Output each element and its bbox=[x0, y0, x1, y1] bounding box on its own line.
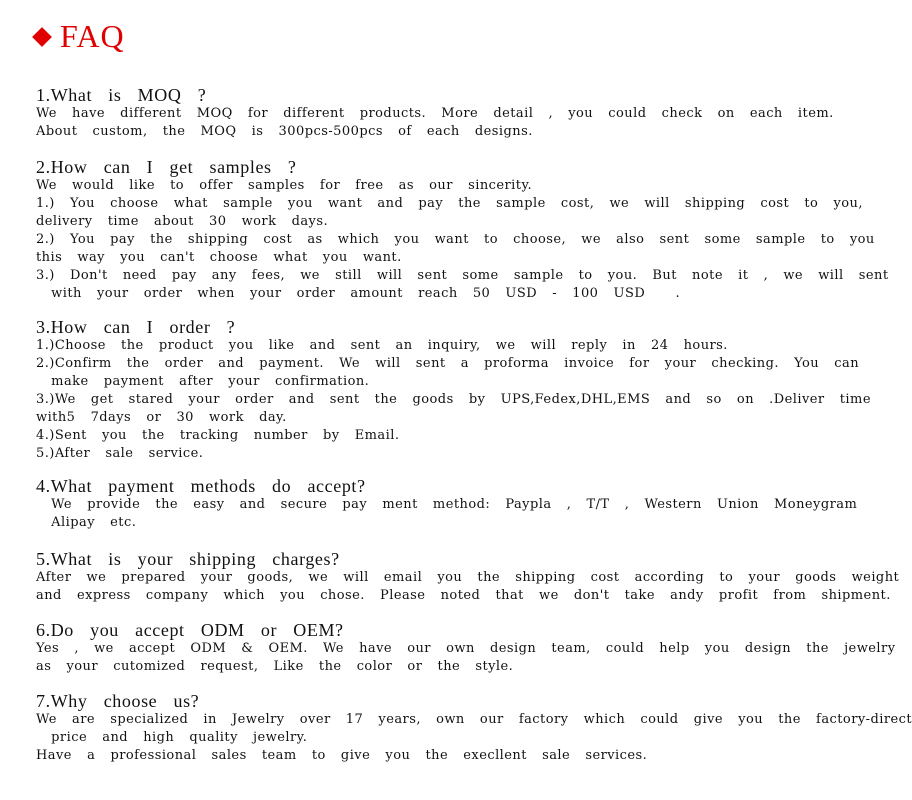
faq-answer-line: 2.) You pay the shipping cost as which you want to choose, we also sent some sample to you bbox=[36, 232, 875, 247]
faq-answer-line: We would like to offer samples for free as our sincerity. bbox=[36, 178, 533, 193]
page-header bbox=[32, 18, 125, 55]
faq-answer-line: Yes , we accept ODM & OEM. We have our own design team, could help you design the jewelry bbox=[36, 641, 896, 656]
faq-answer-line: About custom, the MOQ is 300pcs-500pcs of each designs. bbox=[36, 124, 533, 139]
faq-item-samples bbox=[36, 157, 889, 303]
faq-answer-line: 3.)We get stared your order and sent the goods by UPS,Fedex,DHL,EMS and so on .Deliver time bbox=[36, 392, 871, 407]
faq-item-moq bbox=[36, 85, 834, 141]
faq-question: 2.How can I get samples ? bbox=[36, 157, 297, 177]
faq-answer-line: with5 7days or 30 work day. bbox=[36, 410, 287, 425]
faq-answer-line: We have different MOQ for different products. More detail , you could check on each item. bbox=[36, 106, 834, 121]
faq-question: 4.What payment methods do accept? bbox=[36, 476, 366, 496]
faq-answer-line: and express company which you chose. Please noted that we don't take andy profit from shipment. bbox=[36, 588, 891, 603]
faq-answer-line: 2.)Confirm the order and payment. We will sent a proforma invoice for your checking. You can bbox=[36, 356, 860, 371]
faq-answer-line: as your cutomized request, Like the color or the style. bbox=[36, 659, 514, 674]
faq-question: 7.Why choose us? bbox=[36, 691, 200, 711]
faq-item-odm-oem bbox=[36, 620, 896, 676]
faq-question: 5.What is your shipping charges? bbox=[36, 549, 340, 569]
faq-answer-line: 5.)After sale service. bbox=[36, 446, 204, 461]
faq-item-why-us bbox=[36, 691, 912, 765]
faq-answer-line: We are specialized in Jewelry over 17 years, own our factory which could give you the factory-direct bbox=[36, 712, 912, 727]
faq-answer-line: make payment after your confirmation. bbox=[36, 374, 370, 389]
faq-answer-line: We provide the easy and secure pay ment method: Paypla , T/T , Western Union Moneygram bbox=[36, 497, 858, 512]
faq-question: 3.How can I order ? bbox=[36, 317, 236, 337]
faq-answer-line: 1.)Choose the product you like and sent an inquiry, we will reply in 24 hours. bbox=[36, 338, 728, 353]
faq-answer-line: 4.)Sent you the tracking number by Email. bbox=[36, 428, 400, 443]
faq-question: 1.What is MOQ ? bbox=[36, 85, 207, 105]
faq-item-shipping bbox=[36, 549, 900, 605]
faq-answer-line: this way you can't choose what you want. bbox=[36, 250, 402, 265]
faq-item-payment bbox=[36, 476, 858, 532]
faq-answer-line: 1.) You choose what sample you want and pay the sample cost, we will shipping cost to you, bbox=[36, 196, 863, 211]
diamond-bullet-icon bbox=[32, 27, 52, 47]
faq-answer-line: Alipay etc. bbox=[36, 515, 137, 530]
faq-answer-line: with your order when your order amount reach 50 USD - 100 USD . bbox=[36, 286, 681, 301]
faq-answer-line: price and high quality jewelry. bbox=[36, 730, 308, 745]
faq-answer-line: delivery time about 30 work days. bbox=[36, 214, 329, 229]
faq-item-order bbox=[36, 317, 871, 463]
faq-answer-line: After we prepared your goods, we will email you the shipping cost according to your goods weight bbox=[36, 570, 900, 585]
faq-answer-line: 3.) Don't need pay any fees, we still will sent some sample to you. But note it , we will sent bbox=[36, 268, 889, 283]
page-title: FAQ bbox=[60, 18, 125, 54]
faq-question: 6.Do you accept ODM or OEM? bbox=[36, 620, 344, 640]
faq-answer-line: Have a professional sales team to give you the execllent sale services. bbox=[36, 748, 648, 763]
